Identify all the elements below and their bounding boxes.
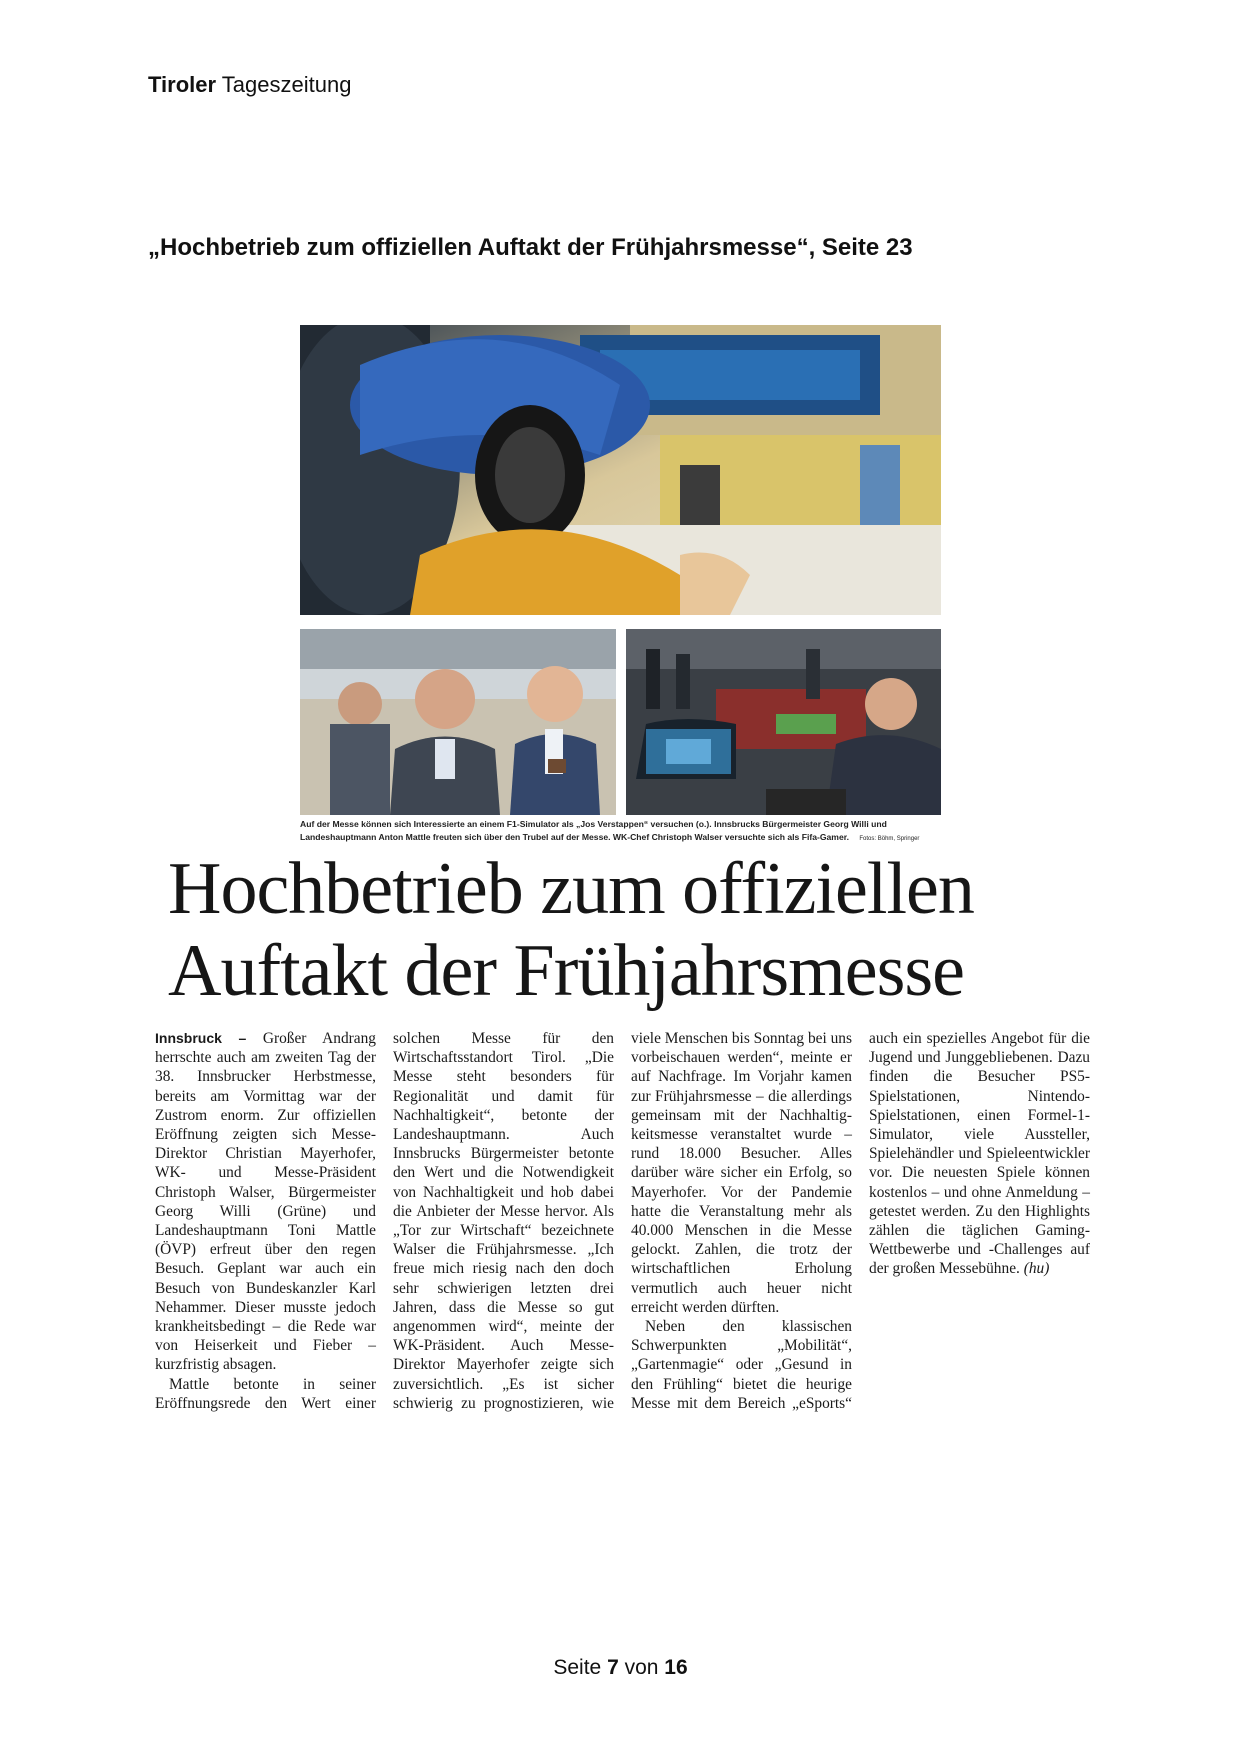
footer-total-pages: 16 [664,1656,688,1679]
photo-fifa-gamer-image [626,629,941,815]
photo-caption [300,818,941,846]
document-title: „Hochbetrieb zum offiziellen Auftakt der Frühjahrsmesse“, Seite 23 [148,234,913,261]
article-body [155,1029,1090,1414]
author-signature: (hu) [1023,1260,1050,1278]
article-paragraph-1 [155,1029,376,1375]
publication-name [148,72,351,98]
photo-credit: Fotos: Böhm, Springer [859,836,920,842]
headline-line-2: Auftakt der Frühjahrsmesse [168,930,965,1012]
footer-middle: von [624,1656,659,1679]
page-number-footer [0,1656,1241,1680]
publication-name-rest: Tageszeitung [221,72,352,97]
publication-name-bold: Tiroler [148,72,217,97]
article-paragraph-1-text: Großer Andrang herrschte auch am zweiten Tag der 38. Innsbrucker Herbstmesse, bereits am Vormittag war der Zustrom enorm. Zur offiziellen Eröffnung zeigten sich Messe-Direktor Christian Mayerhofer, WK- und Messe-Präsident Christoph Walser, Bürgermeister Georg Willi (Grüne) und Landeshauptmann Toni Mattle (ÖVP) erfreut über den regen Besuch. Geplant war auch ein Besuch von Bundeskanzler Karl Nehammer. Dieser musste jedoch krankheitsbedingt – die Rede war von Heiserkeit und Fieber – kurzfristig absagen. [155,1030,376,1374]
article-headline [168,848,1088,1012]
headline-line-1: Hochbetrieb zum offiziellen [168,848,974,930]
footer-current-page: 7 [607,1656,619,1679]
photo-f1-simulator-image [300,325,941,615]
article-dateline: Innsbruck – [155,1030,247,1046]
article-paragraph-3-text: Neben den klassischen Schwerpunkten „Mobilität“, „Gartenmagie“ oder „Gesund in den Frühling“ bietet die heurige Messe mit dem Bereich „eSports“ auch ein spezielles Angebot für die Jugend und Junggebliebenen. Dazu finden die Besucher PS5-Spielstationen, Nintendo-Spielstationen, einen Formel-1-Simulator, viele Aussteller, Spielehändler und Spieleentwickler vor. Die neuesten Spiele können kostenlos – und ohne Anmeldung – getestet werden. Zu den Highlights zählen die täglichen Gaming-Wettbewerbe und -Challenges auf der großen Messebühne. [631,1030,1090,1412]
photo-mayor-and-governor [300,629,616,815]
caption-text: Auf der Messe können sich Interessierte an einem F1-Simulator als „Jos Verstappen“ versuchen (o.). Innsbrucks Bürgermeister Georg Willi und Landeshauptmann Anton Mattle freuten sich über den Trubel auf der Messe. WK-Chef Christoph Walser versuchte sich als Fifa-Gamer. [300,819,887,842]
photo-mayor-and-governor-image [300,629,616,815]
photo-fifa-gamer [626,629,941,815]
article-paragraph-2: Mattle betonte in seiner Eröffnungsrede den Wert einer solchen Messe für den Wirtschaftsstandort Tirol. „Die Messe steht besonders für Regionalität und damit für Nachhaltigkeit“, betonte der Landeshauptmann. Auch Innsbrucks Bürgermeister betonte den Wert und die Notwendigkeit von Nachhaltigkeit und hob dabei die Anbieter der Messe hervor. Als „Tor zur Wirtschaft“ bezeichnete Walser die Frühjahrsmesse. „Ich freue mich riesig nach den doch sehr schwierigen letzten drei Jahren, dass die Messe so gut angenommen wird“, meinte der WK-Präsident. Auch Messe-Direktor Mayerhofer zeigte sich zuversichtlich. „Es ist sicher schwierig zu prognostizieren, wie viele Menschen bis Sonntag bei uns vorbeischauen werden“, meinte er auf Nachfrage. Im Vorjahr kamen zur Frühjahrsmesse – die allerdings gemeinsam mit der Nachhaltigkeitsmesse veranstaltet wurde – rund 18.000 Besucher. Alles darüber wäre sicher ein Erfolg, so Mayerhofer. Vor der Pandemie hatte die Veranstaltung mehr als 40.000 Menschen in die Messe gelockt. Zahlen, die trotz der wirtschaftlichen Erholung vermutlich auch heuer nicht erreicht werden dürften. [155,1030,852,1412]
footer-prefix: Seite [553,1656,602,1679]
photo-f1-simulator [300,325,941,615]
